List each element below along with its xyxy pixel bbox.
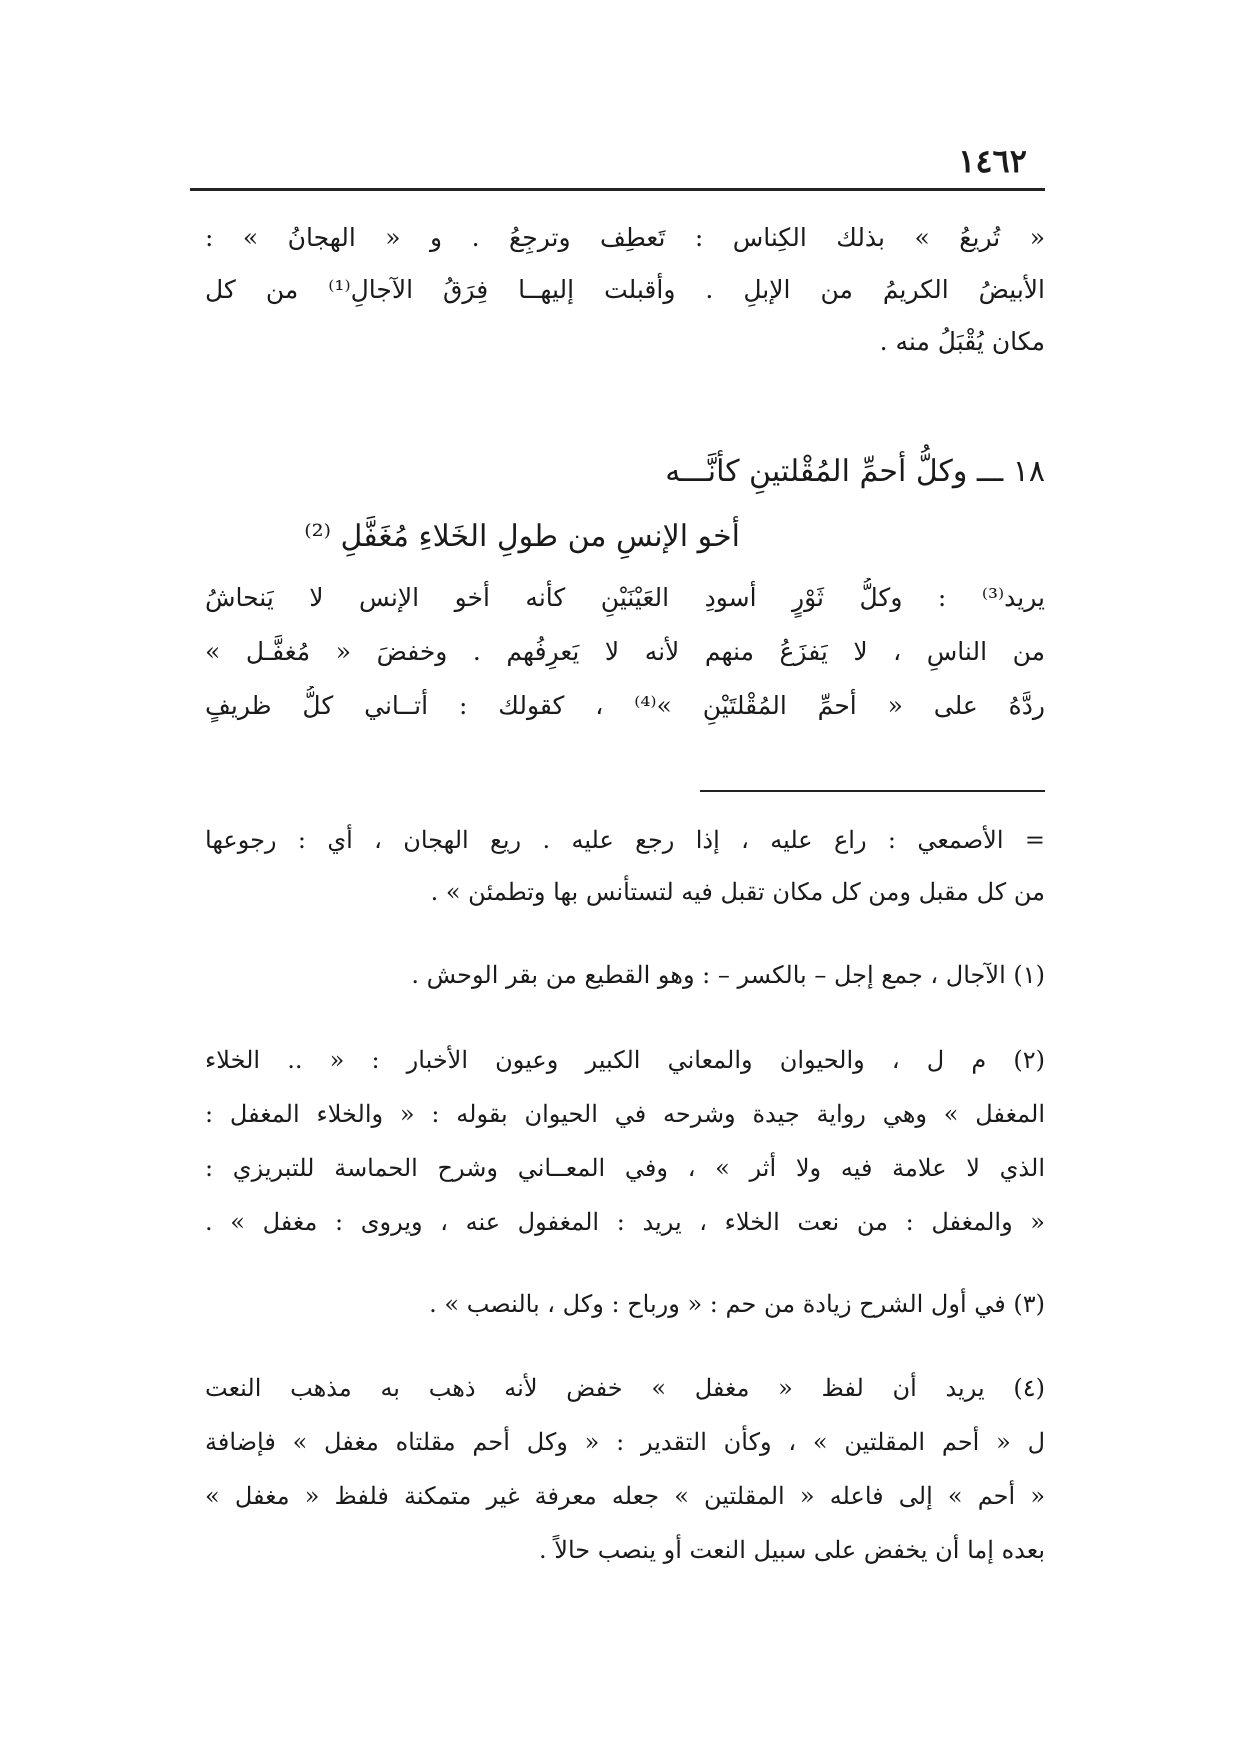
footnote-continuation-line: من كل مقبل ومن كل مكان تقبل فيه لتستأنس بها وتطمئن » . bbox=[430, 878, 1045, 906]
explanation-line: من الناسِ ، لا يَفزَعُ منهم لأنه لا يَعرِفُهم . وخفضَ « مُغفَّـل » bbox=[205, 637, 1045, 666]
footnote-4-line: ل « أحم المقلتين » ، وكأن التقدير : « وكل أحم مقلتاه مغفل » فإضافة bbox=[205, 1428, 1045, 1456]
footnote-2-line: المغفل » وهي رواية جيدة وشرحه في الحيوان بقوله : « والخلاء المغفل : bbox=[205, 1100, 1045, 1128]
footnote-continuation-line: = الأصمعي : راع عليه ، إذا رجع عليه . ريع الهجان ، أي : رجوعها bbox=[205, 826, 1045, 854]
footnote-4-line: (٤) يريد أن لفظ « مغفل » خفض لأنه ذهب به مذهب النعت bbox=[205, 1374, 1045, 1402]
footnote-2-line: الذي لا علامة فيه ولا أثر » ، وفي المعــاني وشرح الحماسة للتبريزي : bbox=[205, 1154, 1045, 1182]
footnote-2-line: « والمغفل : من نعت الخلاء ، يريد : المغفول عنه ، ويروى : مغفل » . bbox=[205, 1208, 1045, 1236]
header-rule bbox=[190, 188, 1045, 191]
explanation-line: ردَّهُ على « أحمِّ المُقْلتَيْنِ »⁽⁴⁾ ، كقولك : أتــاني كلُّ ظريفٍ bbox=[205, 691, 1045, 720]
footnote-4-line: « أحم » إلى فاعله « المقلتين » جعله معرفة غير متمكنة فلفظ « مغفل » bbox=[205, 1482, 1045, 1510]
body-line: « تُريعُ » بذلك الكِناس : تَعطِف وترجِعُ . و « الهجانُ » : bbox=[205, 223, 1045, 252]
page-number: ١٤٦٢ bbox=[958, 142, 1027, 180]
footnote-1: (١) الآجال ، جمع إجل – بالكسر – : وهو القطيع من بقر الوحش . bbox=[411, 961, 1045, 989]
footnote-3: (٣) في أول الشرح زيادة من حم : « ورباح : وكل ، بالنصب » . bbox=[429, 1290, 1045, 1318]
verse-second-hemistich: أخو الإنسِ من طولِ الخَلاءِ مُغَفَّلِ ⁽²⁾ bbox=[304, 519, 740, 554]
explanation-line: يريد⁽³⁾ : وكلُّ ثَوْرٍ أسودِ العَيْنَيْنِ كأنه أخو الإنس لا يَنحاشُ bbox=[205, 583, 1045, 612]
body-line: مكان يُقْبَلُ منه . bbox=[879, 327, 1045, 356]
body-line: الأبيضُ الكريمُ من الإبلِ . وأقبلت إليهــا فِرَقُ الآجالِ⁽¹⁾ من كل bbox=[205, 275, 1045, 304]
verse-first-hemistich: ١٨ ـــ وكلُّ أحمِّ المُقْلتينِ كأنَّـــه bbox=[665, 454, 1045, 489]
footnote-4-line: بعده إما أن يخفض على سبيل النعت أو ينصب حالاً . bbox=[539, 1536, 1045, 1564]
footnote-2-line: (٢) م ل ، والحيوان والمعاني الكبير وعيون الأخبار : « .. الخلاء bbox=[205, 1046, 1045, 1074]
footnote-separator bbox=[700, 790, 1045, 792]
